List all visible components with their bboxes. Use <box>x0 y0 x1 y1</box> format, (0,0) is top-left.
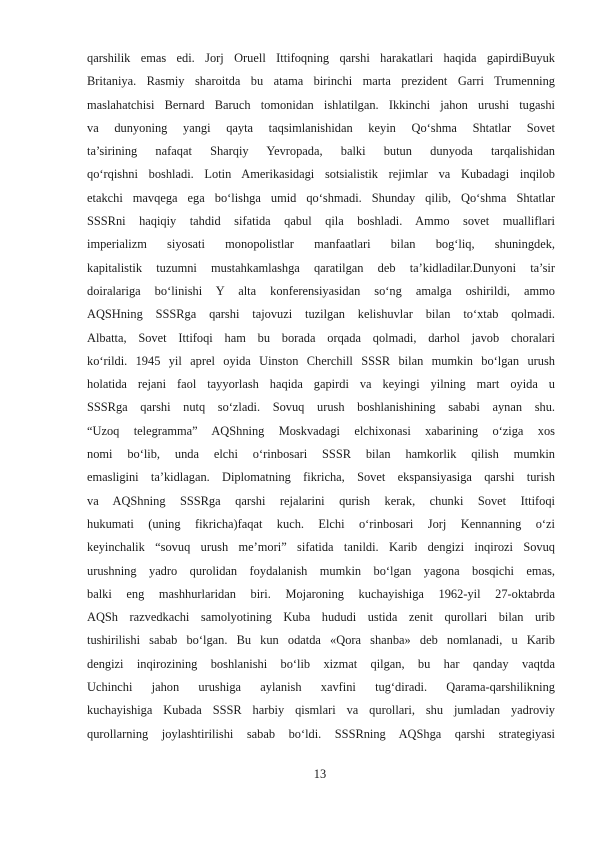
text-line: ko‘rildi. 1945 yil aprel oyida Uinston Cherchill SSSR bilan mumkin bo‘lgan urush <box>87 353 555 368</box>
page-number: 13 <box>313 767 327 781</box>
text-line: Albatta, Sovet Ittifoqi ham bu borada orqada qolmadi, darhol javob choralari <box>87 330 555 345</box>
text-line: SSSRni haqiqiy tahdid sifatida qabul qila boshladi. Ammo sovet mualliflari <box>87 214 555 229</box>
text-line: Britaniya. Rasmiy sharoitda bu atama birinchi marta prezident Garri Trumenning <box>87 74 555 89</box>
text-line: va AQShning SSSRga qarshi rejalarini qurish kerak, chunki Sovet Ittifoqi <box>87 493 555 508</box>
text-line: va dunyoning yangi qayta taqsimlanishidan keyin Qo‘shma Shtatlar Sovet <box>87 120 555 135</box>
text-line: SSSRga qarshi nutq so‘zladi. Sovuq urush boshlanishining sababi aynan shu. <box>87 400 555 415</box>
text-line: “Uzoq telegramma” AQShning Moskvadagi elchixonasi xabarining o‘ziga xos <box>87 423 555 438</box>
text-line: AQSHning SSSRga qarshi tajovuzi tuzilgan kelishuvlar bilan to‘xtab qolmadi. <box>87 307 555 322</box>
text-line: hukumati (uning fikricha)faqat kuch. Elchi o‘rinbosari Jorj Kennanning o‘zi <box>87 516 555 531</box>
text-line: keyinchalik “sovuq urush me’mori” sifatida tanildi. Karib dengizi inqirozi Sovuq <box>87 540 555 555</box>
text-line: dengizi inqirozining boshlanishi bo‘lib xizmat qilgan, bu har qanday vaqtda <box>87 656 555 671</box>
text-line: ta’sirining nafaqat Sharqiy Yevropada, balki butun dunyoda tarqalishidan <box>87 144 555 159</box>
text-line: tushirilishi sabab bo‘lgan. Bu kun odatda «Qora shanba» deb nomlanadi, u Karib <box>87 633 555 648</box>
text-line: holatida rejani faol tayyorlash haqida gapirdi va keyingi yilning mart oyida u <box>87 377 555 392</box>
text-line: Uchinchi jahon urushiga aylanish xavfini tug‘diradi. Qarama-qarshilikning <box>87 680 555 695</box>
body-text <box>87 47 555 746</box>
text-line: maslahatchisi Bernard Baruch tomonidan ishlatilgan. Ikkinchi jahon urushi tugashi <box>87 97 555 112</box>
text-line: urushning yadro qurolidan foydalanish mumkin bo‘lgan yagona bosqichi emas, <box>87 563 555 578</box>
text-line: emasligini ta’kidlagan. Diplomatning fikricha, Sovet ekspansiyasiga qarshi turish <box>87 470 555 485</box>
text-line: balki eng mashhurlaridan biri. Mojaroning kuchayishiga 1962-yil 27-oktabrda <box>87 586 555 601</box>
text-line: doiralariga bo‘linishi Y alta konferensiyasidan so‘ng amalga oshirildi, ammo <box>87 283 555 298</box>
text-line: imperializm siyosati monopolistlar manfaatlari bilan bog‘liq, shuningdek, <box>87 237 555 252</box>
text-line: kuchayishiga Kubada SSSR harbiy qismlari va qurollari, shu jumladan yadroviy <box>87 703 555 718</box>
text-line: qarshilik emas edi. Jorj Oruell Ittifoqning qarshi harakatlari haqida gapirdiBuyuk <box>87 51 555 65</box>
text-line: AQSh razvedkachi samolyotining Kuba hududi ustida zenit qurollari bilan urib <box>87 610 555 625</box>
text-line: kapitalistik tuzumni mustahkamlashga qaratilgan deb ta’kidladilar.Dunyoni ta’sir <box>87 260 555 275</box>
text-line: qo‘rqishni boshladi. Lotin Amerikasidagi sotsialistik rejimlar va Kubadagi inqilob <box>87 167 555 182</box>
text-line: nomi bo‘lib, unda elchi o‘rinbosari SSSR bilan hamkorlik qilish mumkin <box>87 447 555 462</box>
text-line: etakchi mavqega ega bo‘lishga umid qo‘shmadi. Shunday qilib, Qo‘shma Shtatlar <box>87 190 555 205</box>
text-line: qurollarning joylashtirilishi sabab bo‘ldi. SSSRning AQShga qarshi strategiyasi <box>87 726 555 741</box>
